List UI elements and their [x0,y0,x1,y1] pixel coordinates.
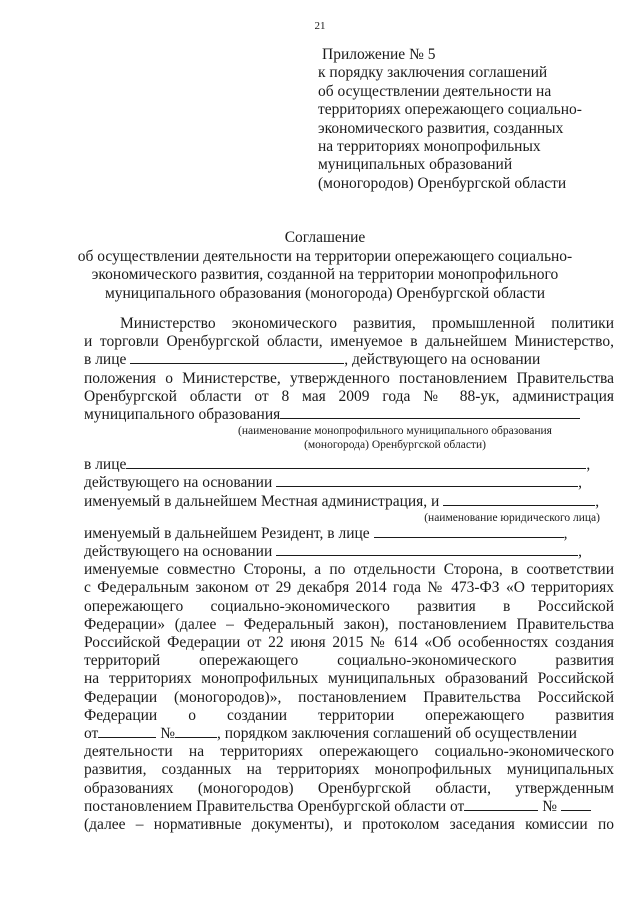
body-line: в лице , действующего на основании [84,351,541,369]
body-line: с Федеральным законом от 29 декабря 2014 года № 473-ФЗ «О территориях [84,579,614,597]
appendix-line: (моногородов) Оренбургской области [318,174,567,192]
resident-basis-blank [276,543,578,556]
appendix-line: об осуществлении деятельности на [318,82,552,100]
body-line: (далее – нормативные документы), и протоколом заседания комиссии по [84,816,614,834]
agreement-subtitle-line: об осуществлении деятельности на территории опережающего социально- [77,247,573,265]
resident-rep-blank [374,525,564,538]
body-line: муниципального образования [84,406,614,424]
body-line: Оренбургской области от 8 мая 2009 года № 88-ук, администрация [84,387,614,405]
body-line: положения о Министерстве, утвержденного постановлением Правительства [84,369,614,387]
body-line: Российской Федерации от 22 июня 2015 № 614 «Об особенностях создания [84,634,614,652]
agreement-body [84,315,614,834]
body-line: и торговли Оренбургской области, именуемое в дальнейшем Министерство, [84,333,614,351]
appendix-header [318,46,618,193]
appendix-line: к порядку заключения соглашений [318,64,548,82]
caption-line: (моногорода) Оренбургской области) [304,439,486,452]
appendix-line: на территориях монопрофильных [318,138,541,156]
agreement-subtitle-line: экономического развития, созданной на территории монопрофильного [91,266,559,284]
decree-date-blank [464,798,538,811]
appendix-line: муниципальных образований [318,156,513,174]
representative-blank [130,351,344,364]
body-line: именуемый в дальнейшем Местная администрация, и , [84,492,600,510]
caption-line: (наименование юридического лица) [424,511,600,524]
body-line: Федерации (моногородов)», постановлением Правительства Российской [84,688,614,706]
date-blank [98,725,156,738]
appendix-line: экономического развития, созданных [318,119,564,137]
body-line: на территориях монопрофильных муниципальных образований Российской [84,670,614,688]
body-line: именуемый в дальнейшем Резидент, в лице , [84,524,568,542]
body-line: Министерство экономического развития, промышленной политики [120,315,614,332]
body-line: Федерации» (далее – Федеральный закон), постановлением Правительства [84,615,614,633]
agreement-heading [60,229,590,303]
body-line: территорий опережающего социально-экономического развития [84,652,614,670]
decree-number-blank [561,798,591,811]
body-line: в лице , [84,456,591,474]
body-line: опережающего социально-экономического развития в Российской [84,597,614,615]
body-line: образованиях (моногородов) Оренбургской области, утвержденным [84,779,614,797]
appendix-line: территориях опережающего социально- [318,101,582,119]
entity-name-blank [443,493,595,506]
appendix-title: Приложение № 5 [322,46,436,63]
number-blank [175,725,217,738]
agreement-title: Соглашение [284,229,366,246]
body-line: развития, созданных на территориях монопрофильных муниципальных [84,761,614,779]
local-basis-blank [276,474,578,487]
page-number: 21 [314,20,326,32]
municipality-blank [280,406,580,419]
caption-line: (наименование монопрофильного муниципального образования [238,425,552,438]
body-line: постановлением Правительства Оренбургской области от № [84,798,614,816]
body-line: деятельности на территориях опережающего социально-экономического [84,743,614,761]
local-rep-blank [126,456,586,469]
body-line: от № , порядком заключения соглашений об осуществлении [84,725,577,743]
body-line: Федерации о создании территории опережающего развития [84,706,614,724]
agreement-subtitle-line: муниципального образования (моногорода) Оренбургской области [104,284,546,302]
body-line: именуемые совместно Стороны, а по отдельности Сторона, в соответствии [84,561,614,579]
body-line: действующего на основании , [84,543,582,561]
body-line: действующего на основании , [84,474,582,492]
